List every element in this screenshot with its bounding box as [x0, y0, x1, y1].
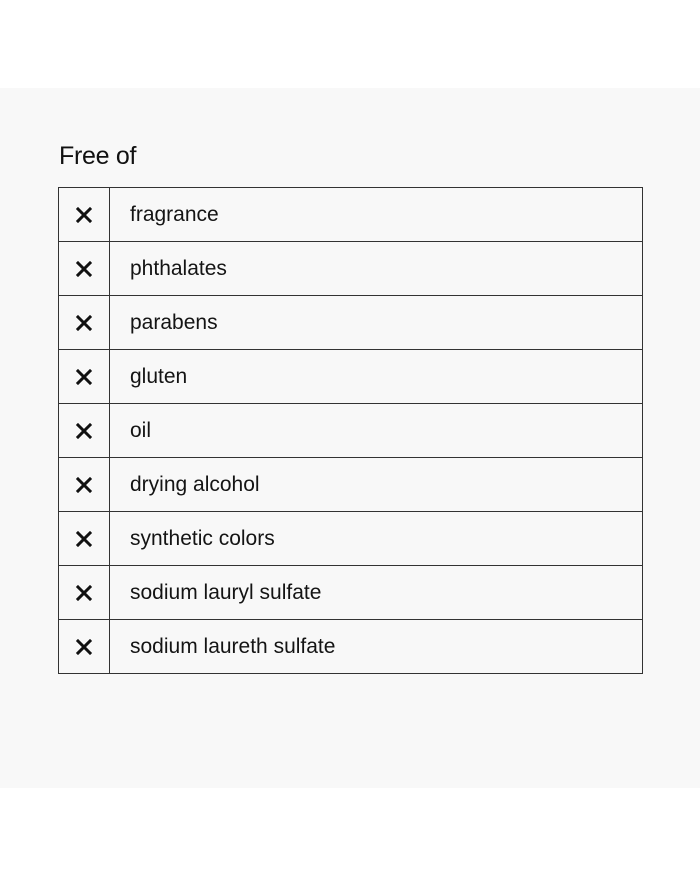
ingredient-label: oil [130, 418, 152, 442]
close-x-icon [76, 315, 92, 331]
close-x-icon [76, 369, 92, 385]
mark-cell [59, 188, 110, 241]
table-row [59, 350, 642, 404]
table-row [59, 458, 642, 512]
mark-cell [59, 404, 110, 457]
ingredient-label: sodium lauryl sulfate [130, 580, 322, 604]
close-x-icon [76, 207, 92, 223]
ingredient-label: synthetic colors [130, 526, 275, 550]
ingredient-label: phthalates [130, 256, 227, 280]
ingredient-label: drying alcohol [130, 472, 260, 496]
mark-cell [59, 242, 110, 295]
ingredient-label: fragrance [130, 202, 219, 226]
close-x-icon [76, 585, 92, 601]
table-row [59, 188, 642, 242]
mark-cell [59, 620, 110, 673]
close-x-icon [76, 639, 92, 655]
close-x-icon [76, 477, 92, 493]
table-row [59, 566, 642, 620]
free-of-table [58, 187, 643, 674]
table-row [59, 620, 642, 674]
ingredient-label: gluten [130, 364, 188, 388]
close-x-icon [76, 531, 92, 547]
close-x-icon [76, 261, 92, 277]
close-x-icon [76, 423, 92, 439]
mark-cell [59, 458, 110, 511]
table-row [59, 404, 642, 458]
mark-cell [59, 296, 110, 349]
table-row [59, 242, 642, 296]
ingredient-label: sodium laureth sulfate [130, 634, 336, 658]
section-heading: Free of [59, 142, 137, 170]
mark-cell [59, 350, 110, 403]
table-row [59, 512, 642, 566]
mark-cell [59, 566, 110, 619]
mark-cell [59, 512, 110, 565]
ingredient-label: parabens [130, 310, 218, 334]
table-row [59, 296, 642, 350]
